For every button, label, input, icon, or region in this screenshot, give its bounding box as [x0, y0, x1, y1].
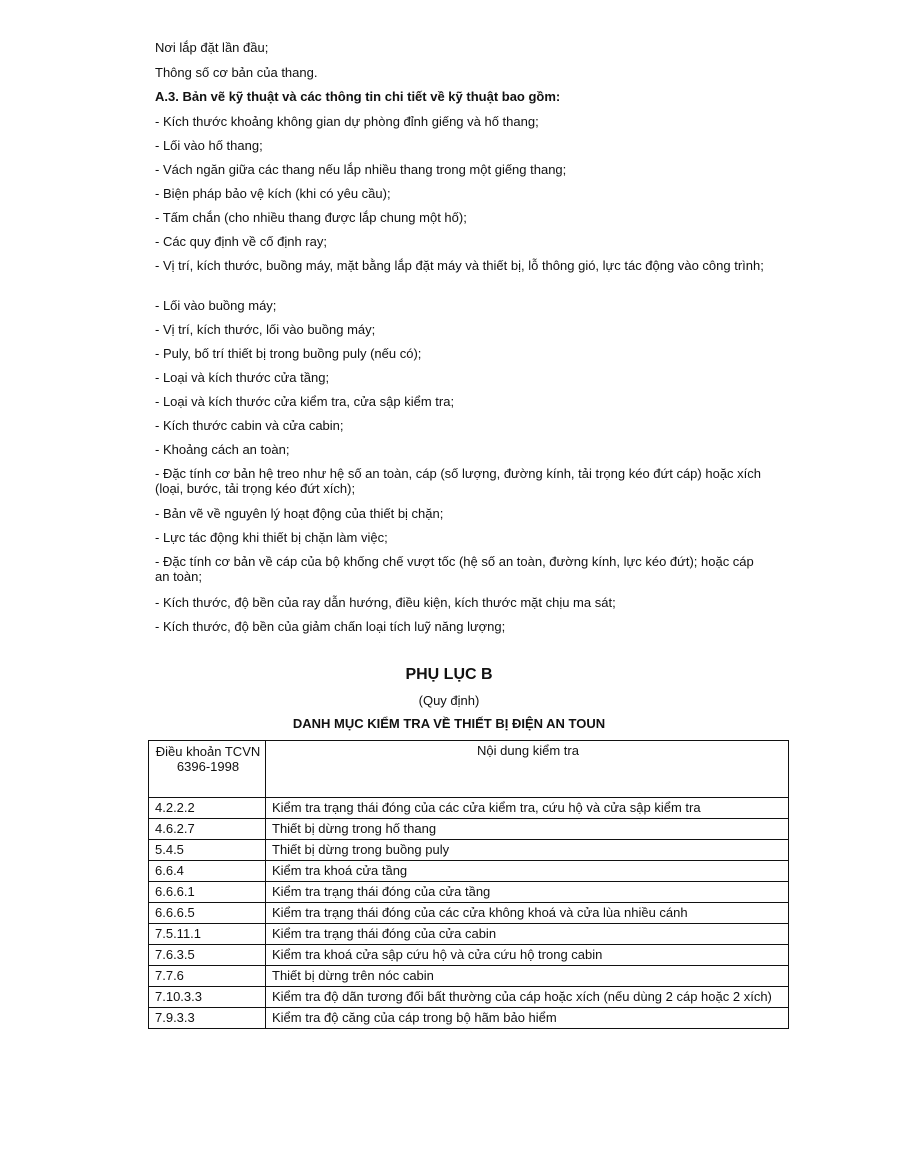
list-item: - Vị trí, kích thước, lối vào buồng máy; [155, 322, 376, 337]
list-item: - Loại và kích thước cửa tầng; [155, 370, 330, 385]
inspection-table [148, 740, 789, 1029]
appendix-title: PHỤ LỤC B [405, 666, 493, 683]
clause-cell: 5.4.5 [149, 840, 266, 861]
list-item: - Loại và kích thước cửa kiểm tra, cửa sập kiểm tra; [155, 394, 455, 409]
content-cell: Thiết bị dừng trong hố thang [266, 819, 789, 840]
list-item: - Puly, bố trí thiết bị trong buồng puly (nếu có); [155, 346, 422, 361]
table-row [149, 840, 789, 861]
list-item: - Kích thước cabin và cửa cabin; [155, 418, 344, 433]
section-heading: A.3. Bản vẽ kỹ thuật và các thông tin chi tiết về kỹ thuật bao gồm: [155, 89, 561, 104]
table-row [149, 966, 789, 987]
clause-cell: 7.7.6 [149, 966, 266, 987]
column-header-clause: Điều khoản TCVN 6396-1998 [149, 741, 266, 798]
content-cell: Kiểm tra độ căng của cáp trong bộ hãm bảo hiểm [266, 1008, 789, 1029]
list-item: - Biện pháp bảo vệ kích (khi có yêu cầu); [155, 186, 391, 201]
content-cell: Kiểm tra trạng thái đóng của cửa tầng [266, 882, 789, 903]
list-item: - Vị trí, kích thước, buồng máy, mặt bằng lắp đặt máy và thiết bị, lỗ thông gió, lực tác động vào công trình; [155, 258, 764, 273]
table-row [149, 945, 789, 966]
table-row [149, 861, 789, 882]
clause-cell: 6.6.4 [149, 861, 266, 882]
content-cell: Kiểm tra trạng thái đóng của các cửa không khoá và cửa lùa nhiều cánh [266, 903, 789, 924]
list-item: - Lối vào hố thang; [155, 138, 263, 153]
list-item: - Các quy định về cố định ray; [155, 234, 327, 249]
clause-cell: 4.2.2.2 [149, 798, 266, 819]
content-cell: Kiểm tra độ dãn tương đối bất thường của cáp hoặc xích (nếu dùng 2 cáp hoặc 2 xích) [266, 987, 789, 1008]
text-line: Thông số cơ bản của thang. [155, 65, 318, 80]
appendix-heading: DANH MỤC KIỂM TRA VỀ THIẾT BỊ ĐIỆN AN TOUN [292, 716, 606, 731]
content-cell: Kiểm tra trạng thái đóng của các cửa kiểm tra, cứu hộ và cửa sập kiểm tra [266, 798, 789, 819]
list-item: - Bản vẽ về nguyên lý hoạt động của thiết bị chặn; [155, 506, 444, 521]
clause-cell: 4.6.2.7 [149, 819, 266, 840]
list-item: - Đặc tính cơ bản hệ treo như hệ số an toàn, cáp (số lượng, đường kính, tải trọng kéo đứt cáp) hoặc xích (loại, bước, tải trọng kéo đứt xích); [155, 466, 761, 496]
list-item: - Kích thước khoảng không gian dự phòng đỉnh giếng và hố thang; [155, 114, 539, 129]
list-item: - Vách ngăn giữa các thang nếu lắp nhiều thang trong một giếng thang; [155, 162, 567, 177]
content-cell: Thiết bị dừng trong buồng puly [266, 840, 789, 861]
text-line: Nơi lắp đặt lần đầu; [155, 40, 269, 55]
list-item: - Lối vào buồng máy; [155, 298, 277, 313]
table-header-row [149, 741, 789, 798]
clause-cell: 7.10.3.3 [149, 987, 266, 1008]
appendix-subtitle: (Quy định) [418, 693, 480, 708]
column-header-content: Nội dung kiểm tra [266, 741, 789, 798]
content-cell: Kiểm tra khoá cửa sập cứu hộ và cửa cứu hộ trong cabin [266, 945, 789, 966]
list-item: - Kích thước, độ bền của ray dẫn hướng, điều kiện, kích thước mặt chịu ma sát; [155, 595, 616, 610]
content-cell: Kiểm tra trạng thái đóng của cửa cabin [266, 924, 789, 945]
table-row [149, 798, 789, 819]
table-row [149, 987, 789, 1008]
clause-cell: 7.6.3.5 [149, 945, 266, 966]
list-item: - Tấm chắn (cho nhiều thang được lắp chung một hố); [155, 210, 467, 225]
table-row [149, 903, 789, 924]
table-row [149, 819, 789, 840]
table-row [149, 882, 789, 903]
table-row [149, 924, 789, 945]
clause-cell: 7.9.3.3 [149, 1008, 266, 1029]
table-row [149, 1008, 789, 1029]
clause-cell: 6.6.6.1 [149, 882, 266, 903]
list-item: - Đặc tính cơ bản về cáp của bộ khống chế vượt tốc (hệ số an toàn, đường kính, lực kéo đứt); hoặc cáp an toàn; [155, 554, 754, 584]
list-item: - Kích thước, độ bền của giảm chấn loại tích luỹ năng lượng; [155, 619, 506, 634]
clause-cell: 7.5.11.1 [149, 924, 266, 945]
content-cell: Thiết bị dừng trên nóc cabin [266, 966, 789, 987]
content-cell: Kiểm tra khoá cửa tầng [266, 861, 789, 882]
clause-cell: 6.6.6.5 [149, 903, 266, 924]
list-item: - Lực tác động khi thiết bị chặn làm việc; [155, 530, 388, 545]
list-item: - Khoảng cách an toàn; [155, 442, 290, 457]
